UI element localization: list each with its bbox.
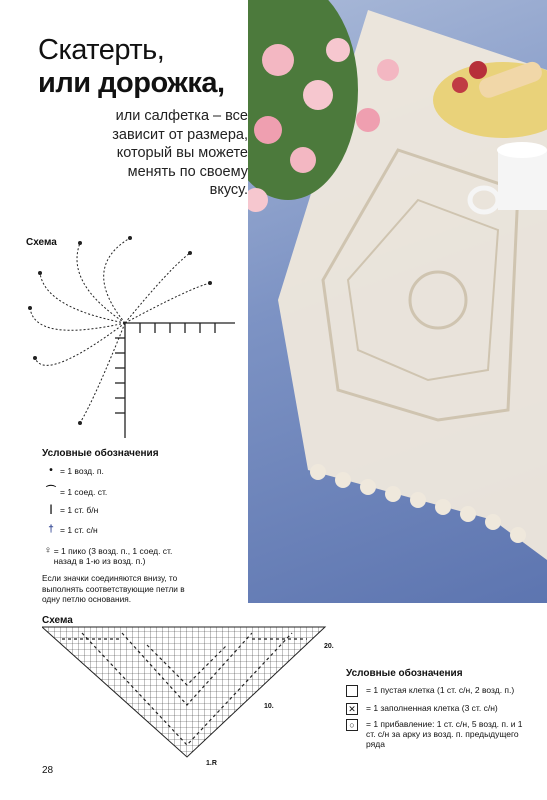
empty-box-icon xyxy=(346,685,358,697)
article-title xyxy=(38,34,225,100)
legend-item-single-crochet: | = 1 ст. б/н xyxy=(42,505,98,515)
title-line-2: или дорожка, xyxy=(38,67,225,99)
page-number: 28 xyxy=(42,765,54,776)
cross-box-icon: ✕ xyxy=(346,703,358,715)
legend-item-double-crochet: † = 1 ст. с/н xyxy=(42,525,98,535)
scheme-1-label: Схема xyxy=(26,237,57,248)
scheme-2-legend-title: Условные обозначения xyxy=(346,668,463,679)
scheme-1-diagram xyxy=(20,228,240,443)
legend-item-picot: ♀ = 1 пико (3 возд. п., 1 соед. ст. назад в 1-ю из возд. п.) xyxy=(42,546,192,566)
legend2-item-increase: ○ = 1 прибавление: 1 ст. с/н, 5 возд. п. и 1 ст. с/н за арку из возд. п. предыдущего ряда xyxy=(346,719,526,749)
row-label-10: 10. xyxy=(264,703,274,710)
tablecloth-photo xyxy=(248,0,547,603)
legend2-item-filled: ✕ = 1 заполненная клетка (3 ст. с/н) xyxy=(346,703,526,715)
legend-item-chain: • = 1 возд. п. xyxy=(42,466,104,476)
scheme-2-label: Схема xyxy=(42,615,73,626)
dagger-icon: † xyxy=(48,524,54,535)
picot-icon: ♀ xyxy=(44,545,52,556)
tablecloth-illustration xyxy=(248,0,547,603)
circle-box-icon: ○ xyxy=(346,719,358,731)
scheme-2-chart xyxy=(42,625,327,765)
arc-icon: ⌒ xyxy=(46,486,56,497)
row-label-1r: 1.R xyxy=(206,760,217,767)
dot-icon: • xyxy=(49,465,53,476)
legend2-item-empty: = 1 пустая клетка (1 ст. с/н, 2 возд. п.) xyxy=(346,685,526,697)
scheme-1-note: Если значки соединяются внизу, то выполнять соответствующие петли в одну петлю основания. xyxy=(42,573,185,604)
lead-text: или салфетка – все зависит от размера, который вы можете менять по своему вкусу. xyxy=(112,108,248,198)
title-line-1: Скатерть, xyxy=(38,34,165,66)
row-label-20: 20. xyxy=(324,643,334,650)
scheme-1-legend-title: Условные обозначения xyxy=(42,448,159,459)
legend-item-slip-stitch: ⌒ = 1 соед. ст. xyxy=(42,487,107,497)
bar-icon: | xyxy=(49,504,53,515)
